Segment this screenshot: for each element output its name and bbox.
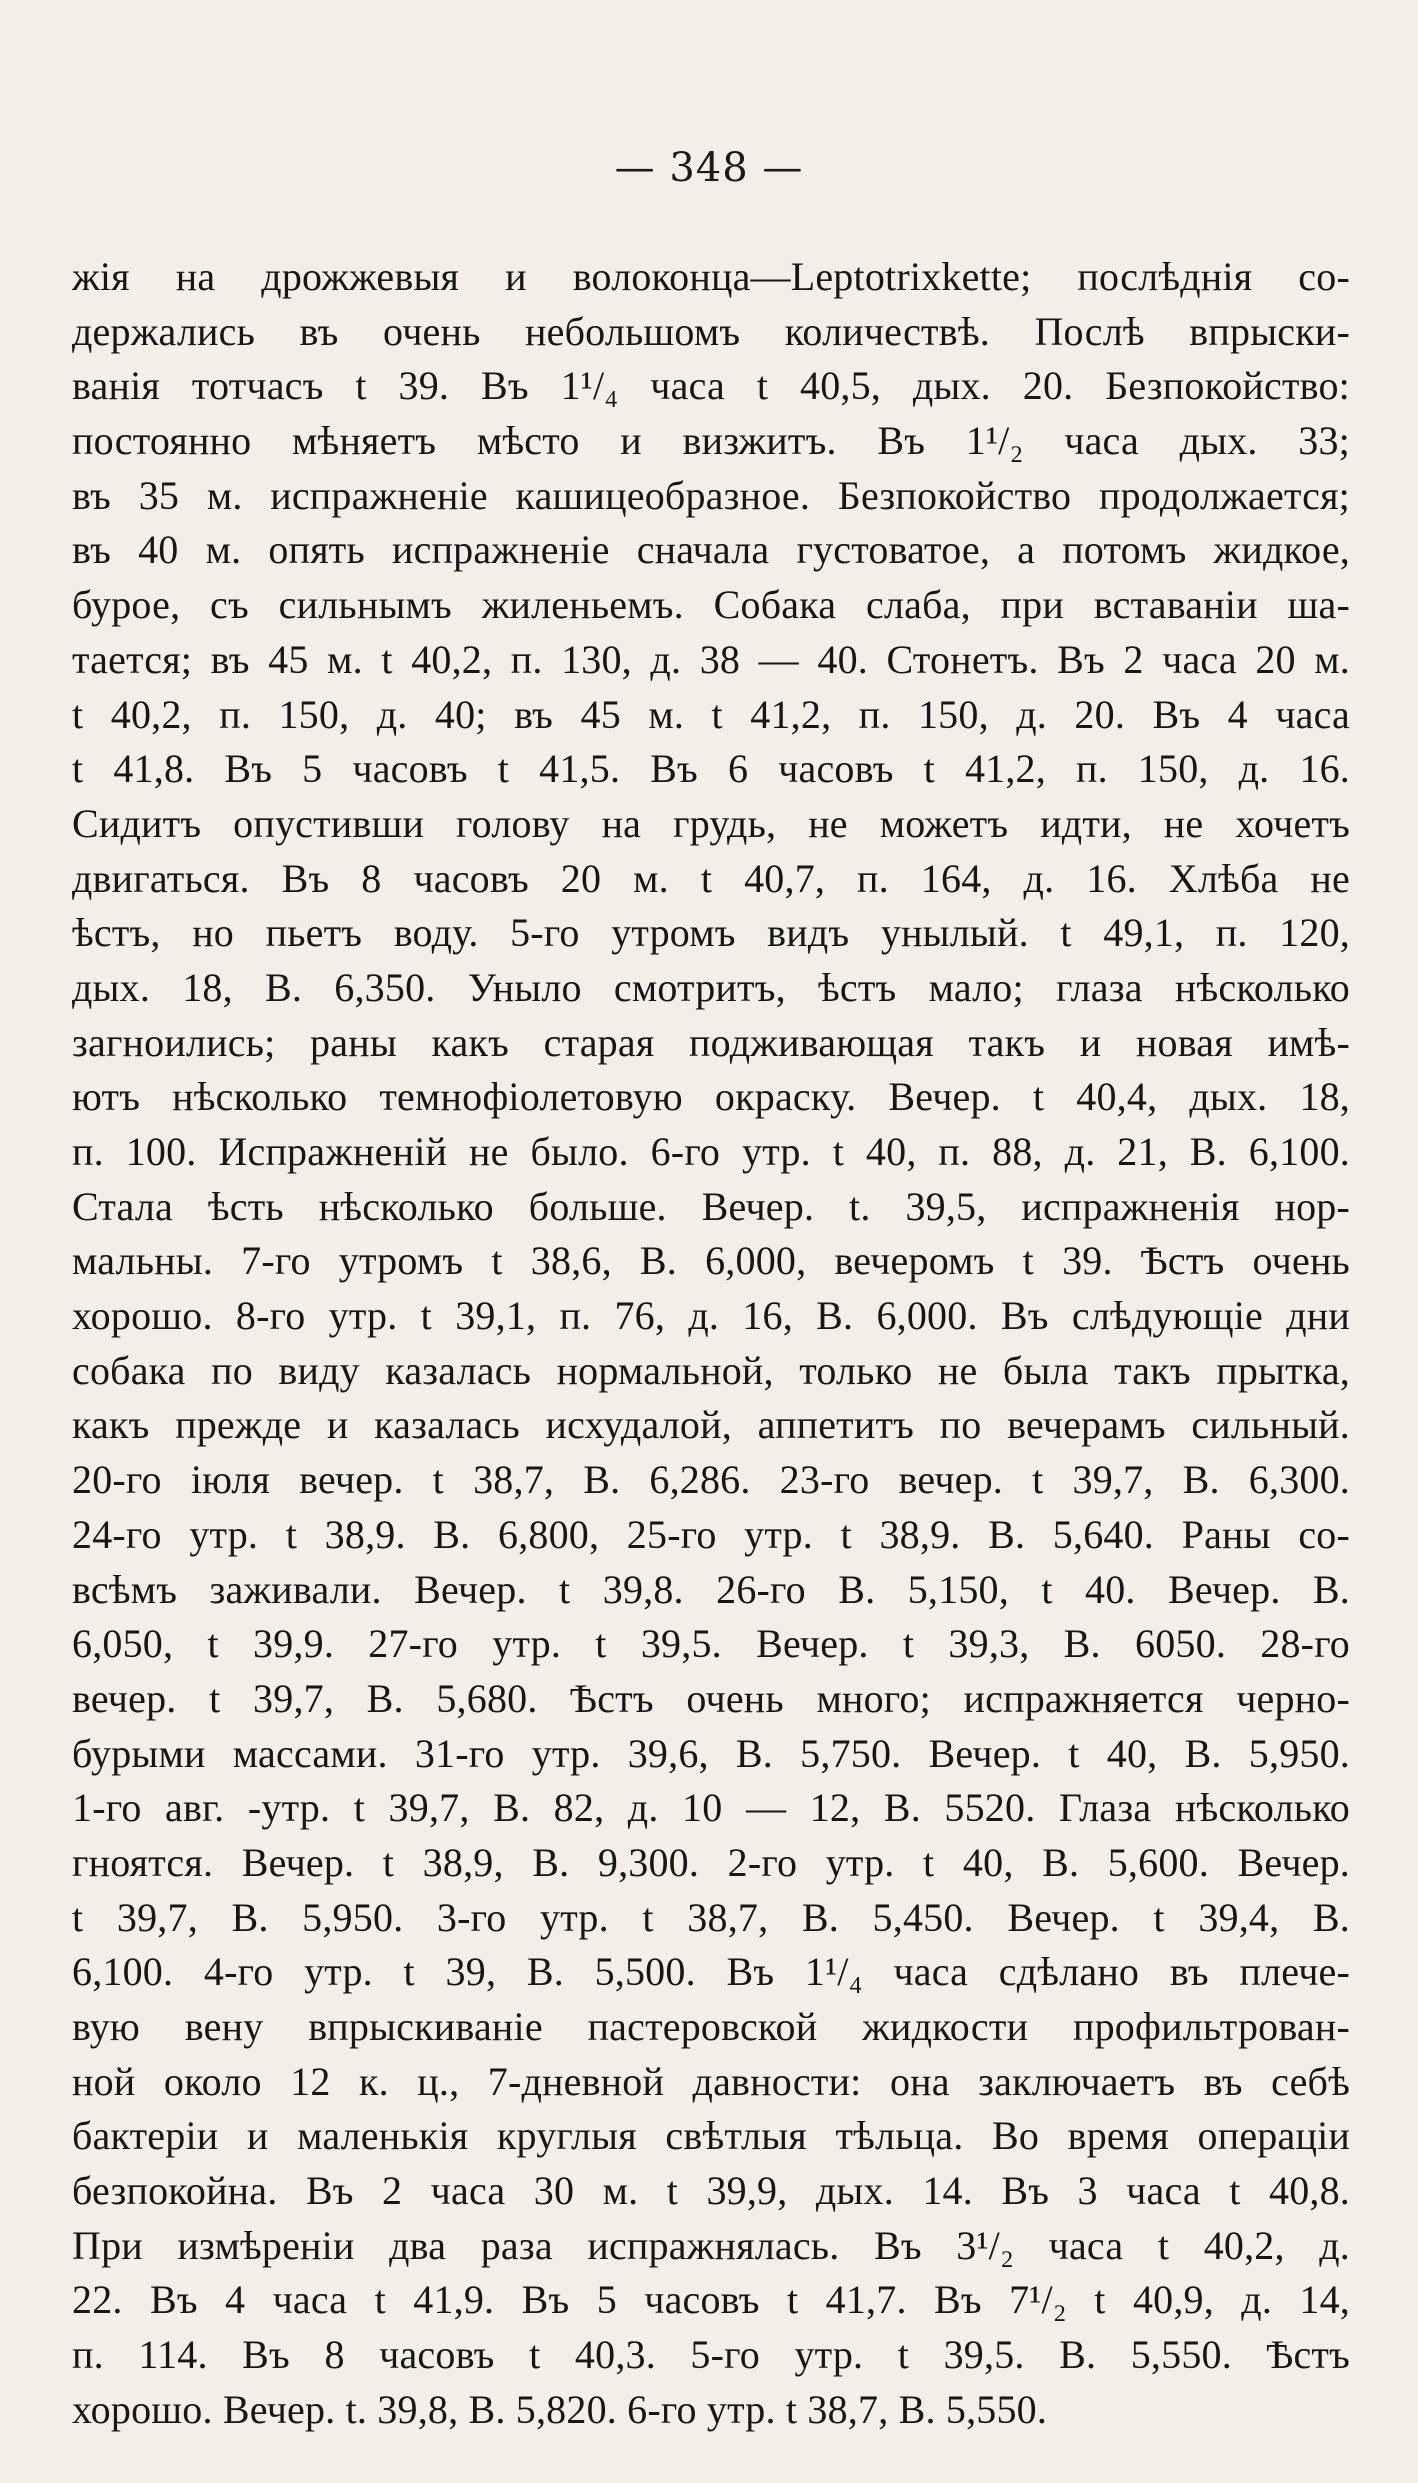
text-line: вую вену впрыскиваніе пастеровской жидкости профильтрован-	[72, 2004, 1350, 2049]
text-line: ной около 12 к. ц., 7-дневной давности: она заключаетъ въ себѣ	[72, 2058, 1350, 2104]
text-line: собака по виду казалась нормальной, только не была такъ прытка,	[72, 1347, 1350, 1393]
text-line: t 40,2, п. 150, д. 40; въ 45 м. t 41,2, п. 150, д. 20. Въ 4 часа	[72, 691, 1350, 737]
text-line: бактеріи и маленькія круглыя свѣтлыя тѣльца. Во время операціи	[72, 2113, 1350, 2159]
text-line: п. 100. Испражненій не было. 6-го утр. t 40, п. 88, д. 21, В. 6,100.	[72, 1129, 1350, 1174]
page-number: — 348 —	[614, 145, 804, 191]
text-line: держались въ очень небольшомъ количествѣ. Послѣ впрыски-	[72, 308, 1350, 354]
text-line: хорошо. Вечер. t. 39,8, В. 5,820. 6-го утр. t 38,7, В. 5,550.	[72, 2386, 1048, 2432]
text-line: жія на дрожжевыя и волоконца—Leptotrixkette; послѣднія со-	[72, 254, 1350, 299]
text-line: Сидитъ опустивши голову на грудь, не можетъ идти, не хочетъ	[72, 800, 1350, 846]
text-line: ѣстъ, но пьетъ воду. 5-го утромъ видъ унылый. t 49,1, п. 120,	[72, 910, 1350, 956]
body-text	[72, 250, 1350, 2438]
text-line: гноятся. Вечер. t 38,9, В. 9,300. 2-го утр. t 40, В. 5,600. Вечер.	[72, 1839, 1350, 1885]
text-line: какъ прежде и казалась исхудалой, аппетитъ по вечерамъ сильный.	[72, 1402, 1350, 1448]
text-line: вечер. t 39,7, В. 5,680. Ѣстъ очень много; испражняется черно-	[72, 1675, 1350, 1721]
text-line: При измѣреніи два раза испражнялась. Въ 3¹/₂ часа t 40,2, д.	[72, 2222, 1350, 2268]
text-line: мальны. 7-го утромъ t 38,6, В. 6,000, вечеромъ t 39. Ѣстъ очень	[72, 1238, 1350, 1284]
text-line: 6,050, t 39,9. 27-го утр. t 39,5. Вечер. t 39,3, В. 6050. 28-го	[72, 1621, 1350, 1667]
text-line: въ 40 м. опять испражненіе сначала густоватое, а потомъ жидкое,	[72, 527, 1350, 573]
text-line: двигаться. Въ 8 часовъ 20 м. t 40,7, п. 164, д. 16. Хлѣба не	[72, 855, 1350, 901]
text-line: п. 114. Въ 8 часовъ t 40,3. 5-го утр. t 39,5. В. 5,550. Ѣстъ	[72, 2332, 1350, 2378]
text-line: бурое, съ сильнымъ жиленьемъ. Собака слаба, при вставаніи ша-	[72, 582, 1350, 628]
text-line: 20-го іюля вечер. t 38,7, В. 6,286. 23-го вечер. t 39,7, В. 6,300.	[72, 1457, 1350, 1503]
text-line: бурыми массами. 31-го утр. 39,6, В. 5,750. Вечер. t 40, В. 5,950.	[72, 1730, 1350, 1776]
text-line: ванія тотчасъ t 39. Въ 1¹/₄ часа t 40,5, дых. 20. Безпокойство:	[72, 363, 1350, 409]
text-line: Стала ѣсть нѣсколько больше. Вечер. t. 39,5, испражненія нор-	[72, 1183, 1350, 1229]
text-line: ютъ нѣсколько темнофіолетовую окраску. Вечер. t 40,4, дых. 18,	[72, 1074, 1350, 1120]
text-line: 24-го утр. t 38,9. В. 6,800, 25-го утр. t 38,9. В. 5,640. Раны со-	[72, 1511, 1350, 1557]
text-line: постоянно мѣняетъ мѣсто и визжитъ. Въ 1¹/₂ часа дых. 33;	[72, 418, 1350, 464]
text-line: загноились; раны какъ старая подживающая такъ и новая имѣ-	[72, 1019, 1350, 1065]
text-line: всѣмъ заживали. Вечер. t 39,8. 26-го В. 5,150, t 40. Вечер. В.	[72, 1566, 1350, 1612]
text-line: въ 35 м. испражненіе кашицеобразное. Безпокойство продолжается;	[72, 472, 1350, 518]
text-line: 6,100. 4-го утр. t 39, В. 5,500. Въ 1¹/₄ часа сдѣлано въ плече-	[72, 1949, 1350, 1995]
text-line: тается; въ 45 м. t 40,2, п. 130, д. 38 — 40. Стонетъ. Въ 2 часа 20 м.	[72, 636, 1350, 682]
text-line: t 39,7, В. 5,950. 3-го утр. t 38,7, В. 5,450. Вечер. t 39,4, В.	[72, 1894, 1350, 1940]
text-line: 22. Въ 4 часа t 41,9. Въ 5 часовъ t 41,7. Въ 7¹/₂ t 40,9, д. 14,	[72, 2277, 1350, 2323]
text-line: дых. 18, В. 6,350. Уныло смотритъ, ѣстъ мало; глаза нѣсколько	[72, 964, 1350, 1010]
text-line: безпокойна. Въ 2 часа 30 м. t 39,9, дых. 14. Въ 3 часа t 40,8.	[72, 2168, 1350, 2214]
text-line: 1-го авг. -утр. t 39,7, В. 82, д. 10 — 12, В. 5520. Глаза нѣсколько	[72, 1785, 1350, 1831]
text-line: t 41,8. Въ 5 часовъ t 41,5. Въ 6 часовъ t 41,2, п. 150, д. 16.	[72, 746, 1350, 792]
text-line: хорошо. 8-го утр. t 39,1, п. 76, д. 16, В. 6,000. Въ слѣдующіе дни	[72, 1293, 1350, 1339]
